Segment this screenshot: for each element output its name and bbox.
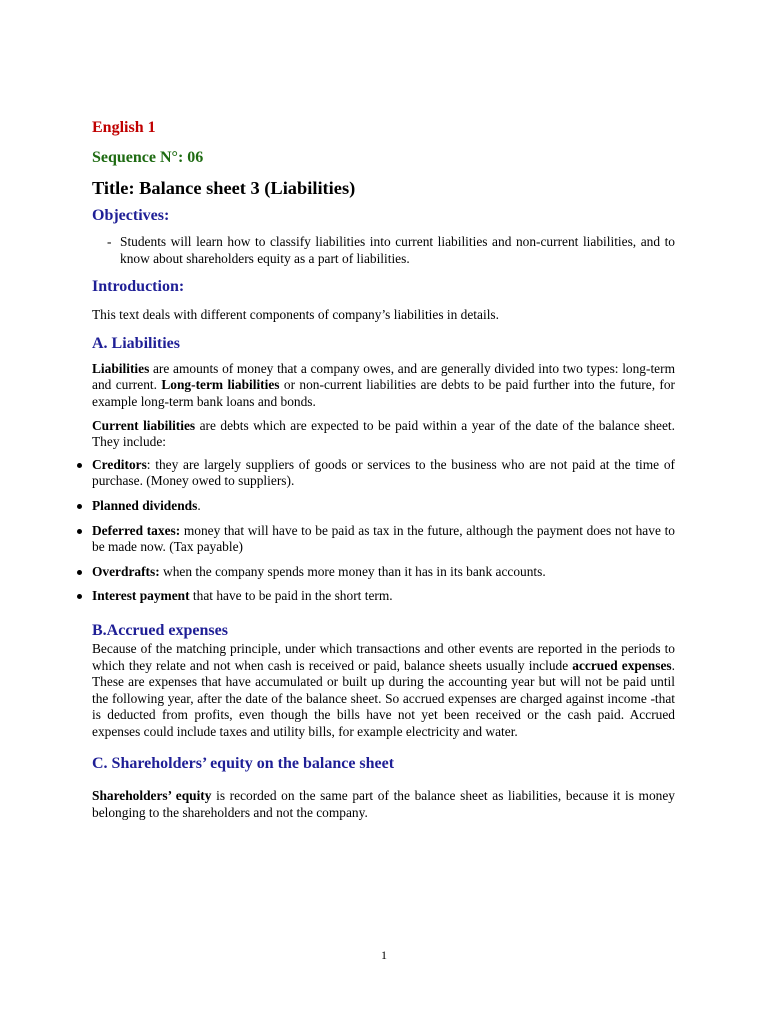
accrued-expenses-heading: B.Accrued expenses bbox=[92, 621, 228, 639]
bullet-icon bbox=[77, 570, 82, 575]
bold-term: Long-term liabilities bbox=[161, 377, 280, 393]
current-liabilities-list bbox=[92, 457, 675, 605]
bold-term: Shareholders’ equity bbox=[92, 788, 212, 804]
paragraph-text: is recorded on the same part of the balance sheet as liabilities, because it is money belonging to the shareholders and not the company. bbox=[92, 788, 675, 821]
list-item-text: . bbox=[197, 497, 201, 513]
current-liabilities-paragraph bbox=[92, 418, 675, 451]
shareholders-equity-heading: C. Shareholders’ equity on the balance sheet bbox=[92, 755, 395, 773]
bullet-icon bbox=[77, 529, 82, 534]
bullet-icon bbox=[77, 594, 82, 599]
bold-term: Overdrafts: bbox=[92, 563, 160, 579]
accrued-expenses-paragraph bbox=[92, 641, 675, 741]
bold-term: Current liabilities bbox=[92, 417, 196, 433]
bullet-icon bbox=[77, 504, 82, 509]
list-item-text: that have to be paid in the short term. bbox=[189, 588, 393, 604]
bold-term: Interest payment bbox=[92, 588, 190, 604]
objectives-list bbox=[92, 234, 675, 267]
bullet-icon bbox=[77, 463, 82, 468]
liabilities-paragraph bbox=[92, 361, 675, 411]
list-item bbox=[92, 498, 675, 515]
list-item-text: : they are largely suppliers of goods or services to the business who are not paid at the time of purchase. (Money owed to suppliers). bbox=[92, 456, 675, 489]
objective-text: Students will learn how to classify liabilities into current liabilities and non-current liabilities, and to know about shareholders equity as a part of liabilities. bbox=[120, 234, 675, 266]
bold-term: Planned dividends bbox=[92, 497, 198, 513]
page-number: 1 bbox=[381, 948, 387, 962]
paragraph-text: are amounts of money that a company owes, and are generally divided into two types: long-term and current. bbox=[92, 360, 675, 393]
bold-term: accrued expenses bbox=[572, 657, 672, 673]
list-item bbox=[92, 588, 675, 605]
bold-term: Liabilities bbox=[92, 360, 150, 376]
list-item-text: when the company spends more money than it has in its bank accounts. bbox=[159, 563, 546, 579]
paragraph-text: are debts which are expected to be paid within a year of the date of the balance sheet. They include: bbox=[92, 417, 675, 450]
paragraph-text: Because of the matching principle, under which transactions and other events are reported in the periods to which they relate and not when cash is received or paid, balance sheets usually include bbox=[92, 640, 675, 673]
list-item bbox=[92, 457, 675, 490]
introduction-heading: Introduction: bbox=[92, 278, 185, 296]
paragraph-text: or non-current liabilities are debts to be paid further into the future, for example long-term bank loans and bonds. bbox=[92, 377, 676, 409]
list-item-text: money that will have to be paid as tax in the future, although the payment does not have to be made now. (Tax payable) bbox=[92, 522, 675, 555]
list-item bbox=[92, 523, 675, 556]
course-name: English 1 bbox=[92, 119, 156, 136]
lesson-title: Title: Balance sheet 3 (Liabilities) bbox=[92, 178, 356, 198]
list-item bbox=[92, 564, 675, 581]
sequence-number: Sequence N°: 06 bbox=[92, 149, 204, 166]
paragraph-text: . These are expenses that have accumulated or built up during the accounting year but will not be paid until the following year, after the date of the balance sheet. So accrued expenses are charged against income -that is deducted from profits, even though the bills have not yet been received or the cash paid. Accrued expenses could include taxes and utility bills, for example electricity and water. bbox=[92, 657, 675, 739]
dash-marker: - bbox=[107, 234, 112, 249]
bold-term: Creditors bbox=[92, 456, 147, 472]
liabilities-heading: A. Liabilities bbox=[92, 334, 181, 352]
objectives-heading: Objectives: bbox=[92, 207, 170, 224]
objective-item bbox=[92, 234, 675, 267]
introduction-text: This text deals with different components of company’s liabilities in details. bbox=[92, 307, 499, 323]
document-page bbox=[92, 118, 675, 822]
bold-term: Deferred taxes: bbox=[92, 522, 181, 538]
shareholders-equity-paragraph bbox=[92, 788, 675, 821]
